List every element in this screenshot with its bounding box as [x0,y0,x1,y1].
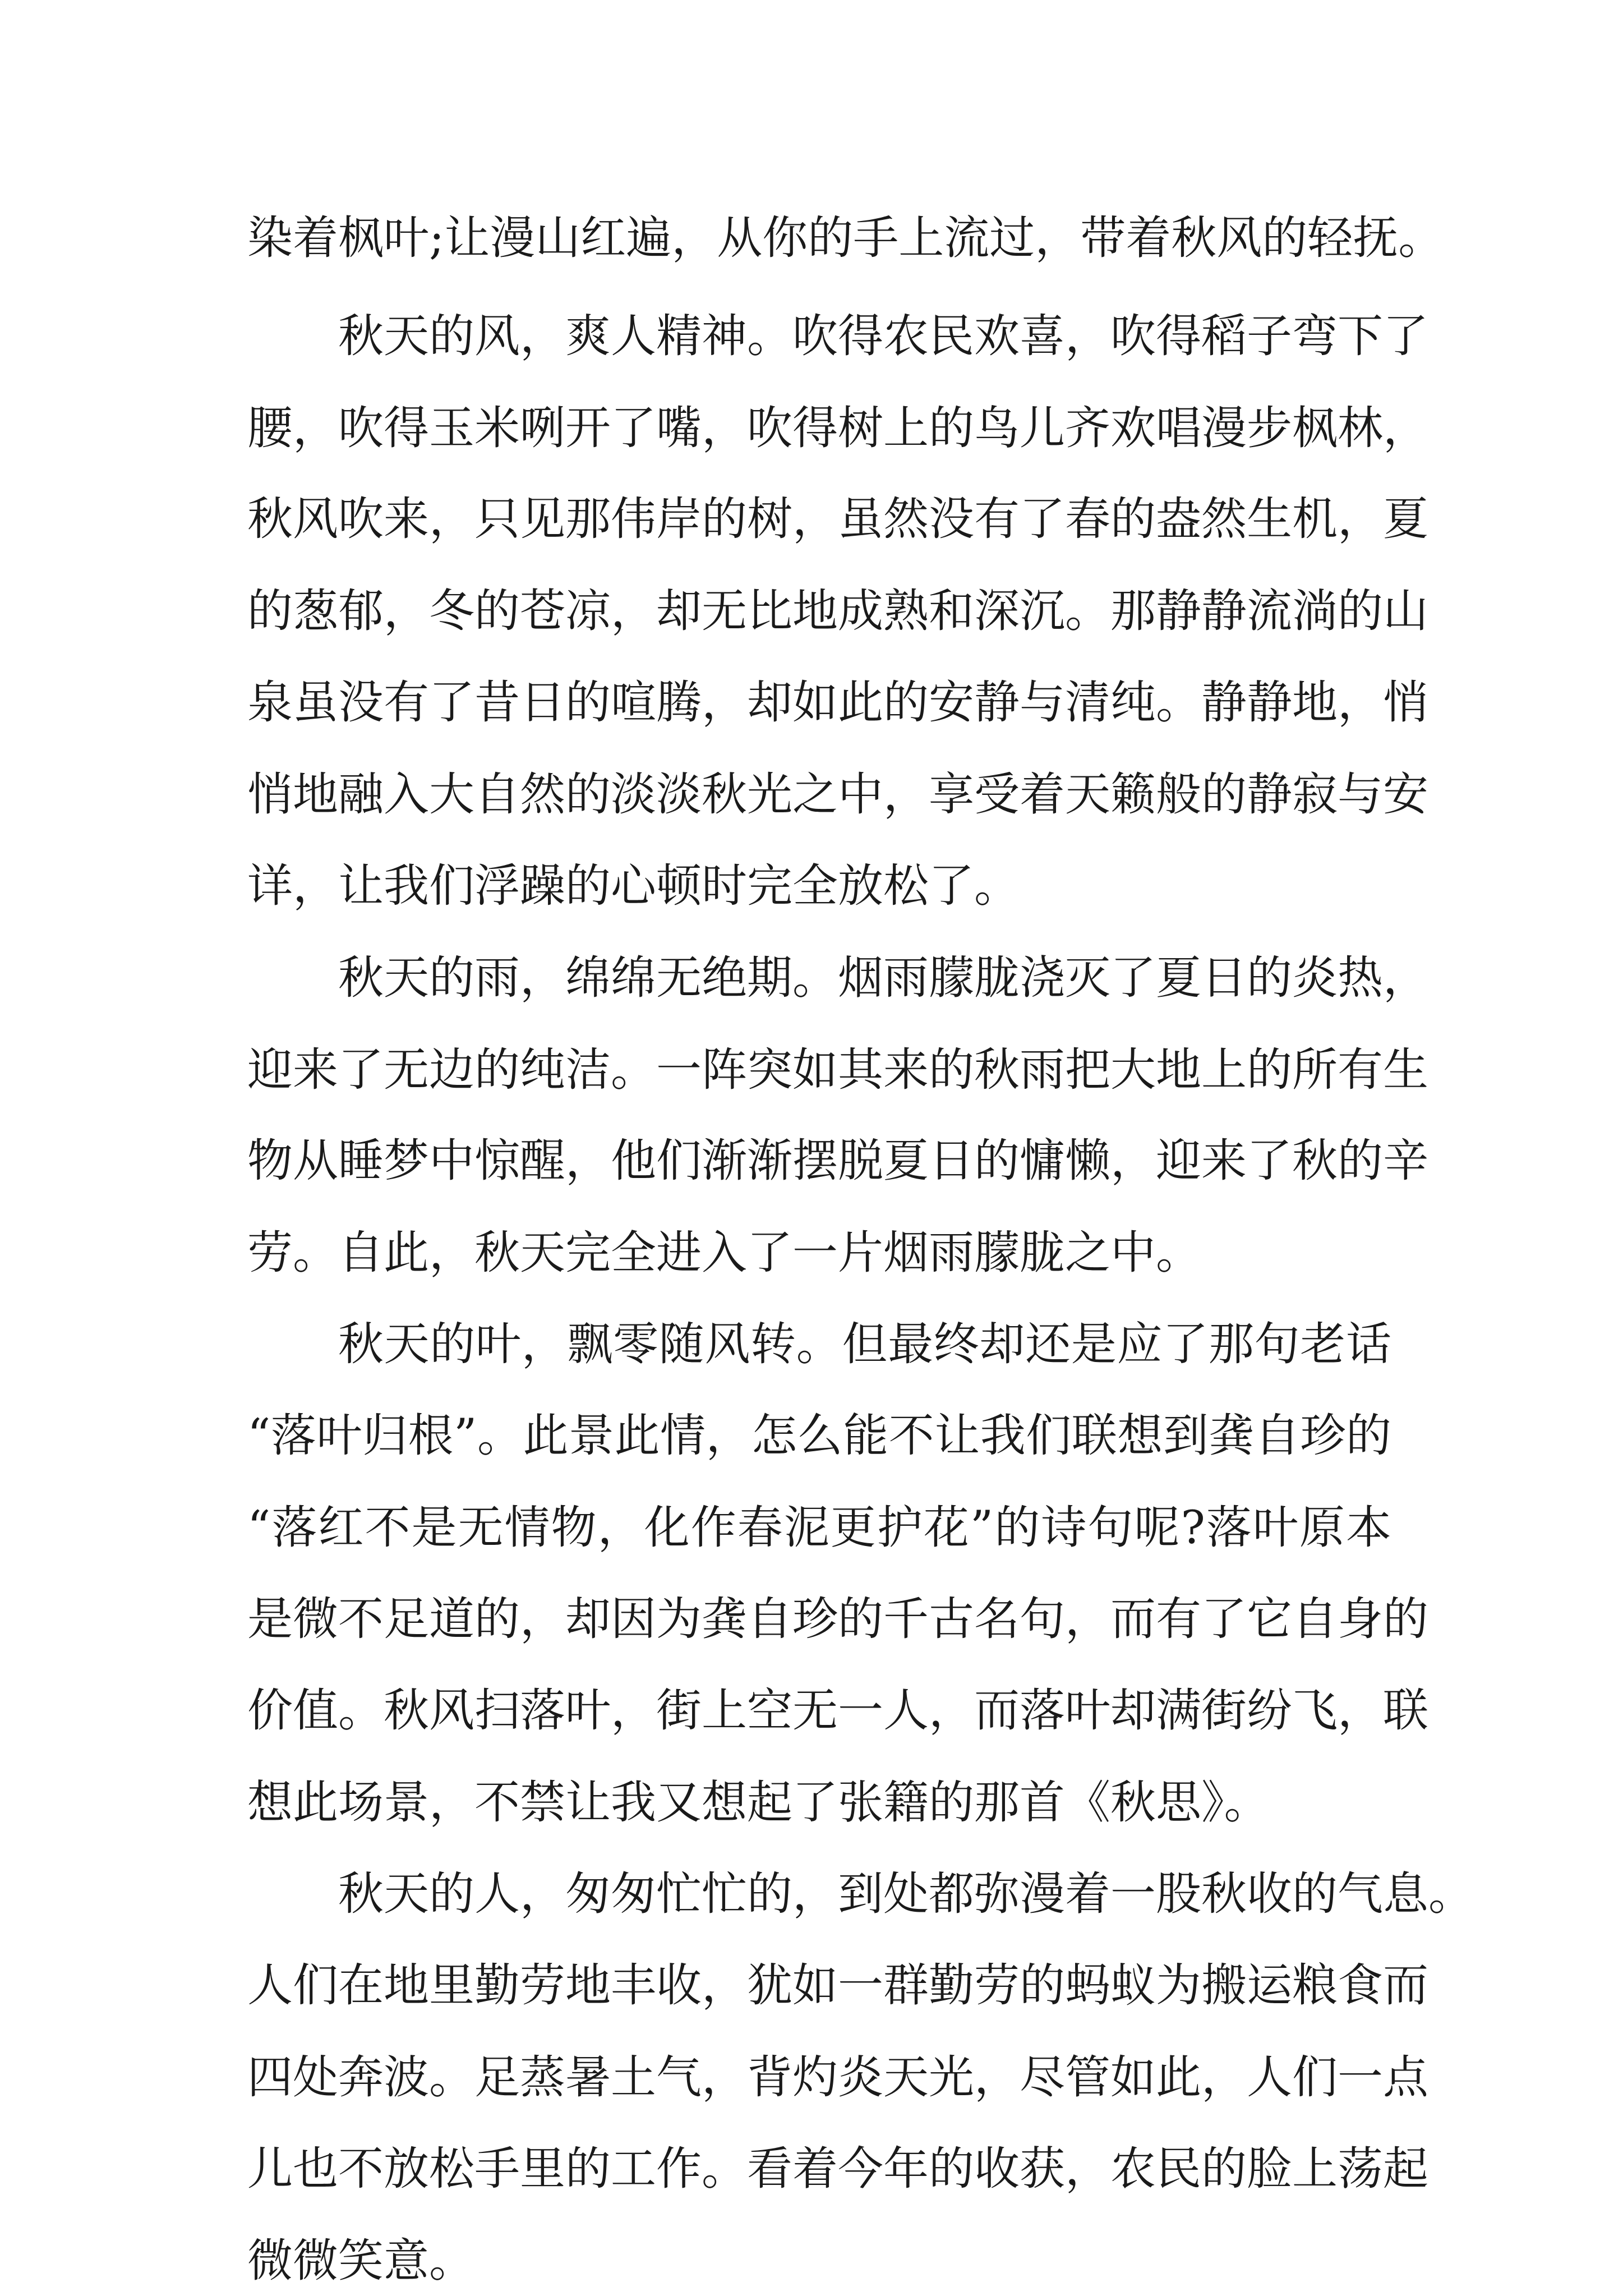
text-line: 人们在地里勤劳地丰收，犹如一群勤劳的蚂蚁为搬运粮食而 [247,1959,1429,2012]
text-line: “落叶归根”。此景此情，怎么能不让我们联想到龚自珍的 [247,1410,1391,1462]
text-line: 微微笑意。 [247,2235,475,2288]
text-line: 儿也不放松手里的工作。看着今年的收获，农民的脸上荡起 [247,2143,1429,2196]
text-line: 劳。自此，秋天完全进入了一片烟雨朦胧之中。 [247,1227,1202,1280]
text-line: 腰，吹得玉米咧开了嘴，吹得树上的鸟儿齐欢唱漫步枫林， [247,402,1429,455]
text-line: 秋风吹来，只见那伟岸的树，虽然没有了春的盎然生机，夏 [247,493,1429,546]
paragraph-first-line: 秋天的叶，飘零随风转。但最终却还是应了那句老话 [338,1318,1391,1371]
paragraph-first-line: 秋天的人，匆匆忙忙的，到处都弥漫着一股秋收的气息。 [338,1868,1474,1921]
paragraph-first-line: 秋天的雨，绵绵无绝期。烟雨朦胧浇灭了夏日的炎热， [338,952,1429,1005]
text-line: 的葱郁，冬的苍凉，却无比地成熟和深沉。那静静流淌的山 [247,585,1429,638]
text-line: 四处奔波。足蒸暑土气，背灼炎天光，尽管如此，人们一点 [247,2051,1429,2104]
text-line: 泉虽没有了昔日的喧腾，却如此的安静与清纯。静静地，悄 [247,677,1429,729]
text-line: 迎来了无边的纯洁。一阵突如其来的秋雨把大地上的所有生 [247,1044,1429,1097]
text-line: 悄地融入大自然的淡淡秋光之中，享受着天籁般的静寂与安 [247,769,1429,821]
text-line: 染着枫叶;让漫山红遍，从你的手上流过，带着秋风的轻抚。 [247,212,1444,265]
text-line: “落红不是无情物，化作春泥更护花”的诗句呢?落叶原本 [247,1502,1391,1554]
text-line: 详，让我们浮躁的心顿时完全放松了。 [247,860,1020,913]
text-line: 想此场景，不禁让我又想起了张籍的那首《秋思》。 [247,1777,1270,1829]
text-line: 物从睡梦中惊醒，他们渐渐摆脱夏日的慵懒，迎来了秋的辛 [247,1135,1429,1188]
text-line: 价值。秋风扫落叶，街上空无一人，而落叶却满街纷飞，联 [247,1685,1429,1737]
paragraph-first-line: 秋天的风，爽人精神。吹得农民欢喜，吹得稻子弯下了 [338,310,1429,363]
text-line: 是微不足道的，却因为龚自珍的千古名句，而有了它自身的 [247,1593,1429,1646]
